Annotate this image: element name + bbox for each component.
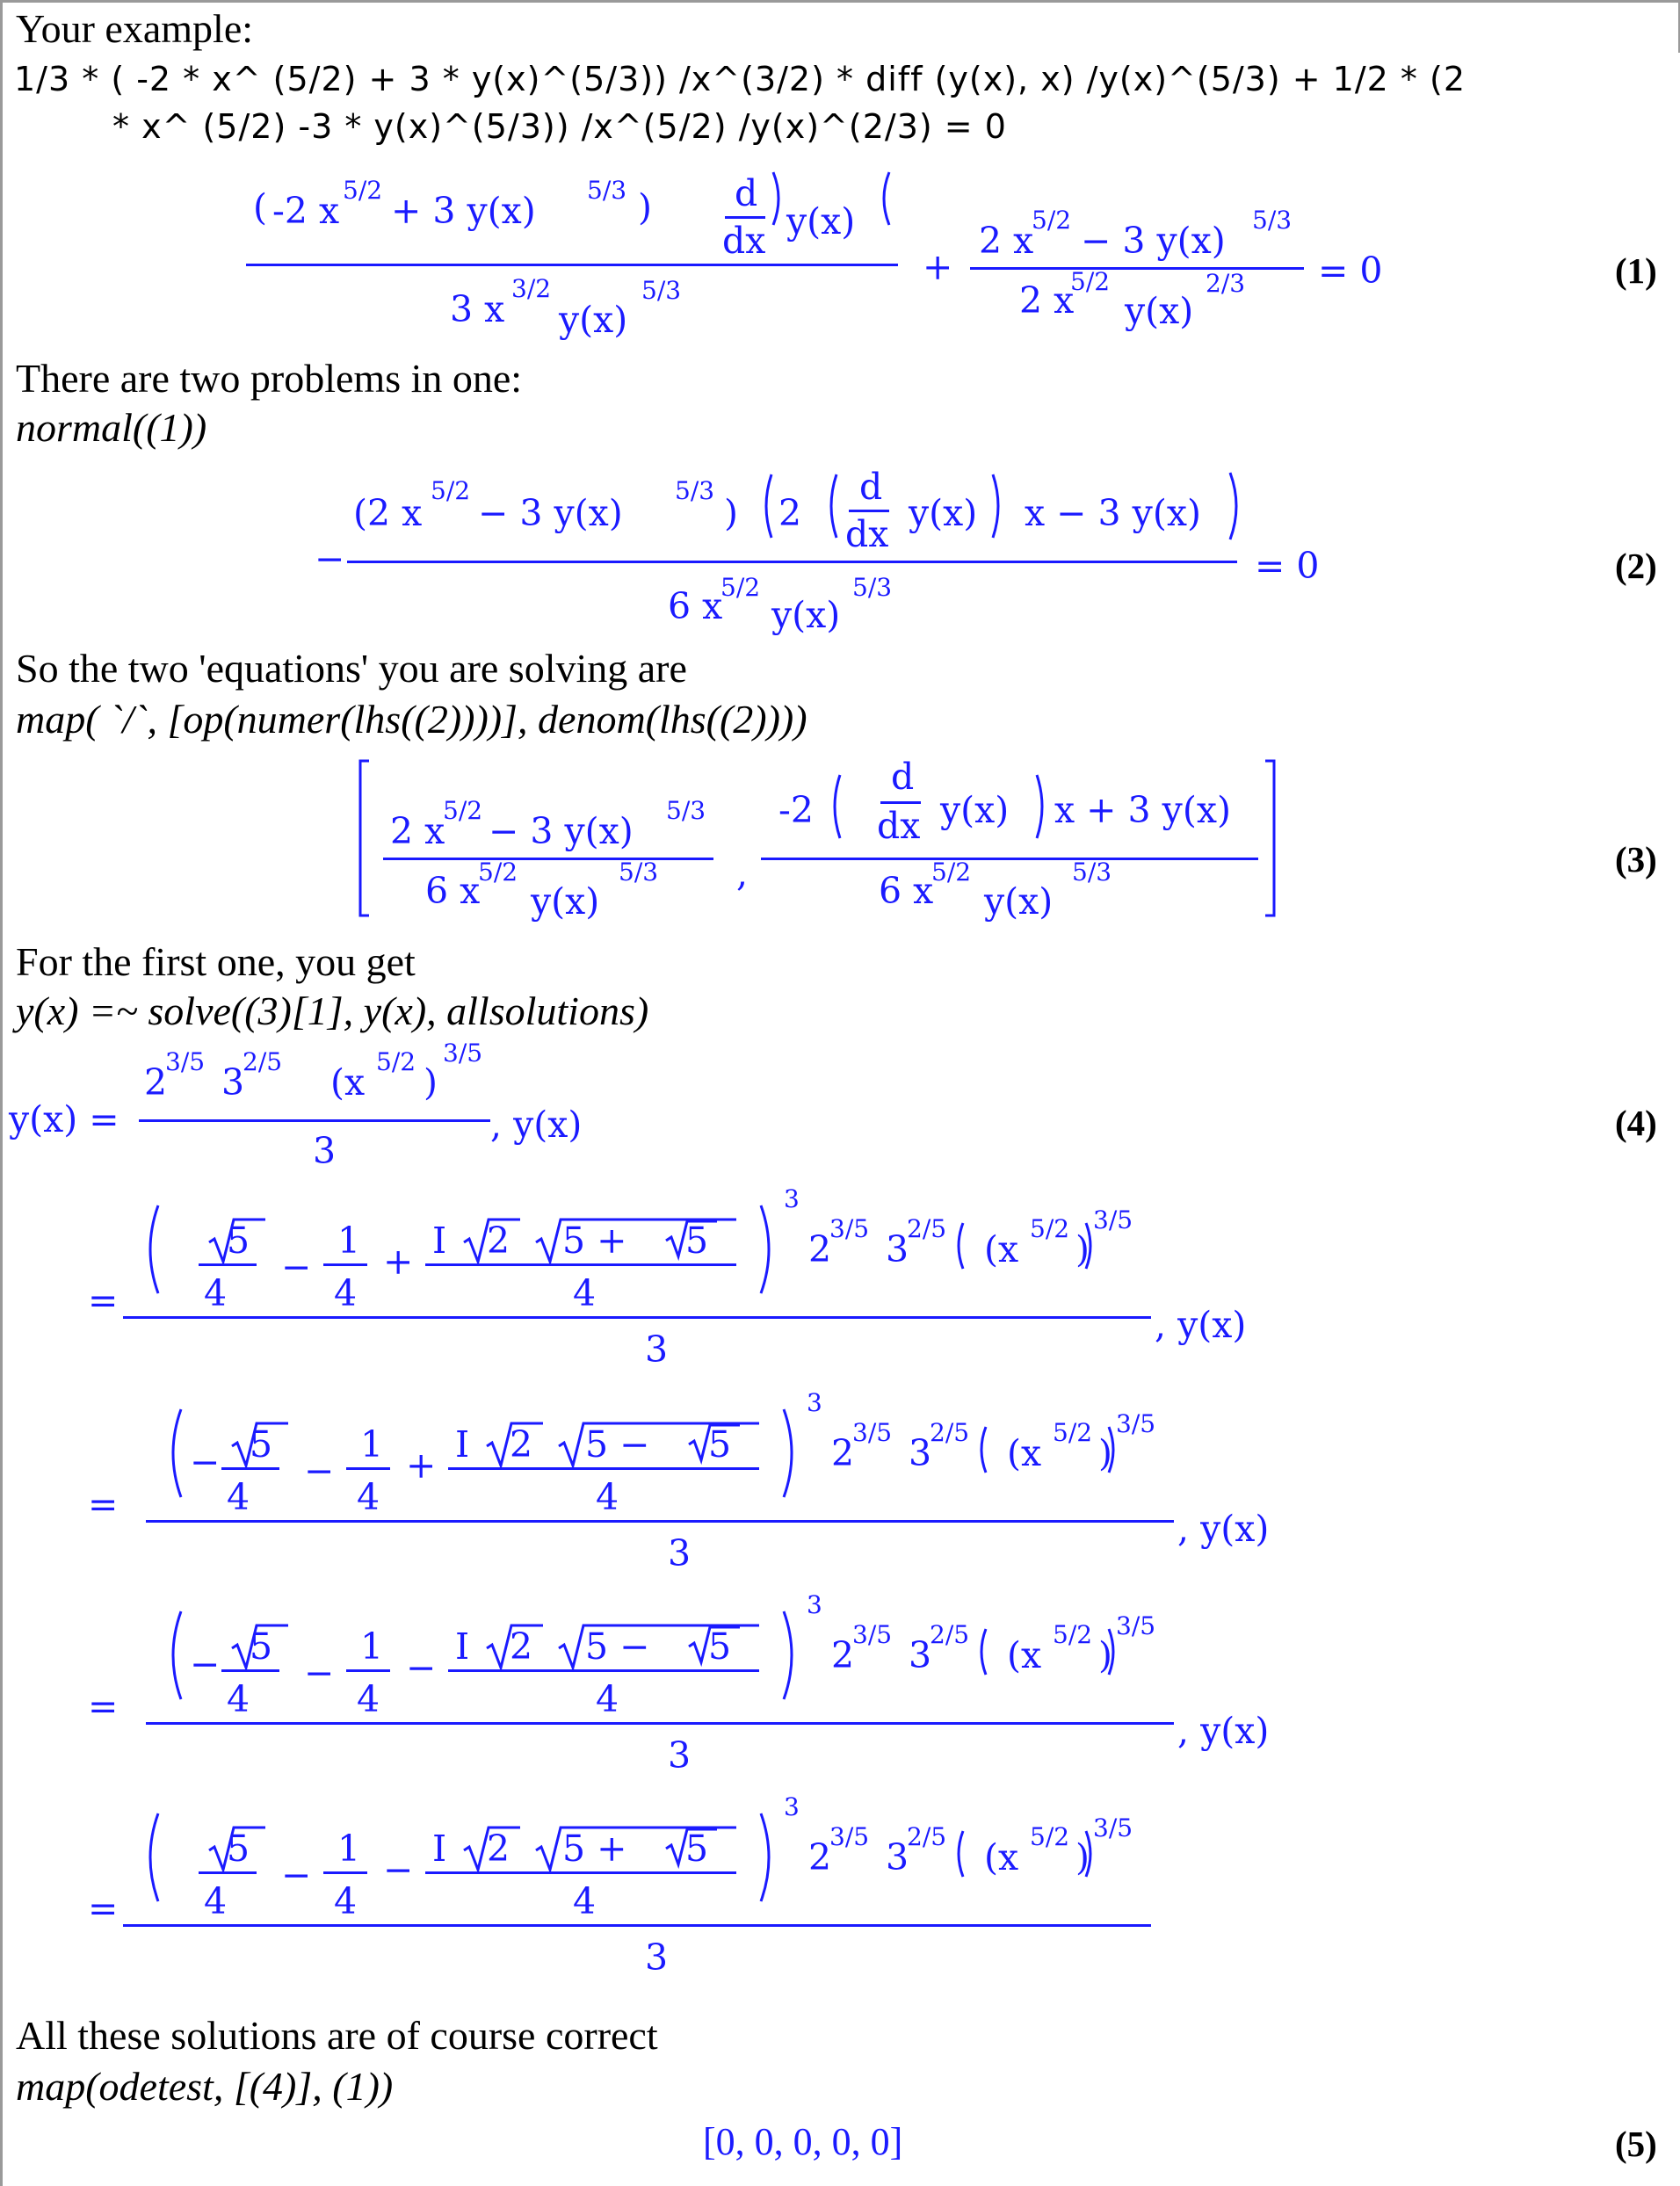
eq2-den-a: 6 x <box>668 585 723 627</box>
eq1-plus: + <box>923 246 953 288</box>
eq4-row-base-3-exp: 2/5 <box>907 1822 947 1851</box>
eq2-tail: x − 3 y(x) <box>1025 492 1201 534</box>
eq4-row-one: 1 <box>360 1625 384 1668</box>
eq4-row-equals: = <box>88 1483 119 1525</box>
eq4-row-equals: = <box>88 1685 119 1727</box>
eq4-row-equals: = <box>88 1279 119 1321</box>
eq3-a-num-b: − 3 y(x) <box>489 810 634 852</box>
eq4-row-base-3: 3 <box>909 1432 932 1474</box>
eq4-row-q1: 4 <box>204 1272 228 1314</box>
eq4-row-base-2: 2 <box>831 1432 855 1474</box>
eq4-row-base-2: 2 <box>808 1228 832 1270</box>
eq4-row-x-close: ) <box>1098 1432 1112 1474</box>
eq1-lparen: ( <box>253 186 267 228</box>
eq4-row-I: I <box>432 1220 447 1262</box>
eq4-row-base-3: 3 <box>886 1836 909 1878</box>
eq4-row-pow: 3 <box>784 1792 800 1821</box>
eq4-row-base-2-exp: 3/5 <box>829 1822 870 1851</box>
eq2-minus: − <box>315 538 345 580</box>
eq4-row-equals: = <box>88 1887 119 1929</box>
eq1-rnum-a: 2 x <box>979 220 1034 262</box>
eq4-row-one: 1 <box>337 1220 361 1262</box>
cmd-solve-allsolutions[interactable]: y(x) =~ solve((3)[1], y(x), allsolutions) <box>16 988 649 1033</box>
eq4-row-x-exp: 5/2 <box>1053 1418 1093 1447</box>
eq4-row-x-close: ) <box>1075 1228 1090 1270</box>
eq4-x: (x <box>330 1061 366 1104</box>
eq3-b-num: -2 <box>778 789 814 831</box>
eq2-label: (2) <box>1615 546 1657 586</box>
eq1-num-a-exp: 5/2 <box>343 176 383 205</box>
eq4-row-inner: 5 + <box>562 1220 627 1262</box>
eq4-row-q1: 4 <box>227 1476 250 1518</box>
cmd-odetest[interactable]: map(odetest, [(4)], (1)) <box>16 2064 394 2109</box>
eq4-row-den3: 3 <box>645 1936 669 1979</box>
eq4-row-inner-sqrt5: 5 <box>685 1828 709 1870</box>
eq4-row-sqrt2: 2 <box>510 1625 533 1668</box>
eq4-row-inner-sqrt5: 5 <box>685 1220 709 1262</box>
eq4-row-inner-sqrt5: 5 <box>708 1423 732 1466</box>
eq4-row-q3: 4 <box>573 1880 597 1922</box>
eq3-a-num-b-exp: 5/3 <box>666 796 706 825</box>
eq4-label: (4) <box>1615 1103 1657 1143</box>
eq4-base-2: 2 <box>144 1061 168 1104</box>
eq4-row-base-2: 2 <box>808 1836 832 1878</box>
eq1-rden-b: y(x) <box>1125 290 1194 332</box>
prompt-first-one: For the first one, you get <box>16 939 416 984</box>
eq4-row-one: 1 <box>360 1423 384 1466</box>
eq4-base-3-exp: 2/5 <box>243 1047 283 1076</box>
eq4-row-one: 1 <box>337 1828 361 1870</box>
eq3-b-den-b-exp: 5/3 <box>1072 858 1112 887</box>
eq4-den-3: 3 <box>313 1130 337 1172</box>
eq4-row-sqrt2: 2 <box>510 1423 533 1466</box>
eq1-rnum-b: − 3 y(x) <box>1081 220 1226 262</box>
eq3-a-num-a: 2 x <box>390 810 445 852</box>
eq2-d: d <box>859 466 883 508</box>
eq1-den-a: 3 x <box>450 288 505 330</box>
eq4-row-outer-exp: 3/5 <box>1116 1611 1156 1640</box>
eq4-row-den3: 3 <box>668 1532 692 1574</box>
prompt-all-correct: All these solutions are of course correct <box>16 2013 658 2058</box>
eq1-rnum-b-exp: 5/3 <box>1252 206 1293 235</box>
eq4-row-minus: − <box>281 1854 312 1896</box>
eq1-equals-zero: = 0 <box>1318 250 1383 292</box>
eq2-equals-zero: = 0 <box>1255 545 1320 587</box>
eq4-row-sqrt2: 2 <box>487 1220 511 1262</box>
eq3-a-den-b-exp: 5/3 <box>619 858 659 887</box>
eq4-outer-exp: 3/5 <box>443 1039 483 1068</box>
eq1-yx: y(x) <box>786 200 856 242</box>
eq4-base-3: 3 <box>221 1061 245 1104</box>
eq1-rparen: ) <box>638 186 652 228</box>
eq4-row-q3: 4 <box>573 1272 597 1314</box>
eq4-row-q2: 4 <box>334 1880 358 1922</box>
eq4-row-sqrt5: 5 <box>250 1423 273 1466</box>
eq2-num-b: − 3 y(x) <box>478 492 623 534</box>
eq3-comma: , <box>736 852 749 894</box>
eq4-row-q1: 4 <box>204 1880 228 1922</box>
eq4-row-base-3-exp: 2/5 <box>930 1418 970 1447</box>
input-line-1-cont[interactable]: * x^ (5/2) -3 * y(x)^(5/3)) /x^(5/2) /y(x)^(2/3) = 0 <box>112 107 1007 146</box>
eq4-row-outer-exp: 3/5 <box>1116 1409 1156 1438</box>
input-line-1[interactable]: 1/3 * ( -2 * x^ (5/2) + 3 * y(x)^(5/3)) /x^(3/2) * diff (y(x), x) /y(x)^(5/3) + 1/2 * (2 <box>14 60 1466 98</box>
eq4-row-x: (x <box>1007 1432 1042 1474</box>
eq4-row-inner: 5 − <box>585 1625 650 1668</box>
eq4-row-inner-sqrt5: 5 <box>708 1625 732 1668</box>
eq4-row-base-3-exp: 2/5 <box>907 1214 947 1243</box>
eq3-label: (3) <box>1615 839 1657 879</box>
eq4-row-q3: 4 <box>596 1678 619 1720</box>
eq3-a-den-a: 6 x <box>425 870 481 912</box>
eq1-num-b: + 3 y(x) <box>391 190 536 232</box>
eq4-row-minus: − <box>304 1652 335 1694</box>
eq4-row-base-2: 2 <box>831 1634 855 1676</box>
eq4-row-op: − <box>383 1849 414 1891</box>
eq4-lhs: y(x) = <box>9 1098 119 1140</box>
eq1-den-b: y(x) <box>559 299 628 341</box>
eq4-row-x-close: ) <box>1098 1634 1112 1676</box>
eq4-row-base-2-exp: 3/5 <box>829 1214 870 1243</box>
eq1-den-a-exp: 3/2 <box>511 274 552 303</box>
eq2-num-a-exp: 5/2 <box>431 476 471 505</box>
eq1-rnum-a-exp: 5/2 <box>1032 206 1072 235</box>
eq1-den-b-exp: 5/3 <box>641 276 682 305</box>
eq4-row-x: (x <box>984 1836 1019 1878</box>
eq4-row-q2: 4 <box>334 1272 358 1314</box>
eq1-rden-a-exp: 5/2 <box>1070 267 1111 296</box>
eq5-label: (5) <box>1615 2124 1657 2164</box>
eq4-row-base-2-exp: 3/5 <box>852 1620 893 1649</box>
eq2-dx: dx <box>845 513 889 555</box>
eq2-two: 2 <box>778 492 802 534</box>
cmd-normal[interactable]: normal((1)) <box>16 405 207 450</box>
eq4-row-minus: − <box>304 1450 335 1492</box>
eq4-x-exp: 5/2 <box>376 1047 416 1076</box>
eq4-row-x-exp: 5/2 <box>1030 1214 1070 1243</box>
eq1-rden-b-exp: 2/3 <box>1206 269 1246 298</box>
eq4-base-2-exp: 3/5 <box>165 1047 206 1076</box>
eq4-row-outer-exp: 3/5 <box>1093 1205 1133 1234</box>
eq4-row-x-close: ) <box>1075 1836 1090 1878</box>
eq2-yx: y(x) <box>909 492 978 534</box>
eq4-row-tail: , y(x) <box>1177 1710 1270 1752</box>
eq4-row-base-3-exp: 2/5 <box>930 1620 970 1649</box>
eq4-row-den3: 3 <box>645 1328 669 1371</box>
eq2-num-a: (2 x <box>353 492 423 534</box>
eq4-row-I: I <box>455 1625 470 1668</box>
eq4-row-q1: 4 <box>227 1678 250 1720</box>
eq4-row-x: (x <box>984 1228 1019 1270</box>
eq4-row-leading-sign: − <box>190 1643 221 1685</box>
eq4-row-sqrt5: 5 <box>227 1220 250 1262</box>
prompt-two-problems: There are two problems in one: <box>16 356 523 401</box>
eq4-row-pow: 3 <box>784 1184 800 1213</box>
eq4-row-base-2-exp: 3/5 <box>852 1418 893 1447</box>
eq1-dx: dx <box>722 220 766 262</box>
eq4-row-outer-exp: 3/5 <box>1093 1813 1133 1842</box>
eq3-b-den-b: y(x) <box>984 880 1054 923</box>
eq4-row-x-exp: 5/2 <box>1030 1822 1070 1851</box>
eq4-row-minus: − <box>281 1246 312 1288</box>
eq4-row-q2: 4 <box>357 1476 380 1518</box>
eq4-row-inner: 5 − <box>585 1423 650 1466</box>
eq1-num-b-exp: 5/3 <box>587 176 627 205</box>
eq3-b-d: d <box>891 756 915 798</box>
eq4-first-yx: , y(x) <box>490 1104 583 1146</box>
eq2-den-b-exp: 5/3 <box>852 573 893 602</box>
eq1-rden-a: 2 x <box>1019 279 1075 322</box>
eq2-num-c: ) <box>724 492 738 534</box>
eq1-num-a: -2 x <box>272 190 340 232</box>
eq4-row-x: (x <box>1007 1634 1042 1676</box>
eq1-d: d <box>735 172 758 214</box>
eq3-b-tail: x + 3 y(x) <box>1054 789 1231 831</box>
eq4-row-I: I <box>432 1828 447 1870</box>
eq3-b-den-a: 6 x <box>879 870 934 912</box>
eq2-den-b: y(x) <box>771 594 841 636</box>
eq4-row-q3: 4 <box>596 1476 619 1518</box>
eq4-row-den3: 3 <box>668 1734 692 1777</box>
eq4-row-sqrt5: 5 <box>227 1828 250 1870</box>
eq1-label: (1) <box>1615 250 1657 291</box>
eq4-row-tail: , y(x) <box>1155 1304 1247 1346</box>
cmd-map-numer-denom[interactable]: map( `/`, [op(numer(lhs((2))))], denom(lhs((2)))) <box>16 697 807 742</box>
eq4-row-pow: 3 <box>807 1590 822 1619</box>
eq4-row-op: + <box>406 1444 437 1487</box>
eq4-row-inner: 5 + <box>562 1828 627 1870</box>
eq4-row-I: I <box>455 1423 470 1466</box>
eq4-row-base-3: 3 <box>909 1634 932 1676</box>
eq4-row-base-3: 3 <box>886 1228 909 1270</box>
eq4-row-sqrt5: 5 <box>250 1625 273 1668</box>
eq3-a-den-a-exp: 5/2 <box>478 858 518 887</box>
eq4-row-op: + <box>383 1241 414 1283</box>
eq4-row-leading-sign: − <box>190 1441 221 1483</box>
eq2-num-b-exp: 5/3 <box>675 476 715 505</box>
eq3-a-num-a-exp: 5/2 <box>443 796 483 825</box>
eq5-result: [0, 0, 0, 0, 0] <box>703 2120 903 2163</box>
eq3-b-yx: y(x) <box>940 789 1010 831</box>
eq4-row-sqrt2: 2 <box>487 1828 511 1870</box>
eq4-row-tail: , y(x) <box>1177 1508 1270 1550</box>
eq3-a-den-b: y(x) <box>531 880 600 923</box>
prompt-your-example: Your example: <box>16 6 254 51</box>
eq4-row-op: − <box>406 1647 437 1689</box>
prompt-two-equations: So the two 'equations' you are solving are <box>16 646 687 691</box>
eq3-b-den-a-exp: 5/2 <box>931 858 972 887</box>
eq4-x-close: ) <box>424 1061 438 1104</box>
eq4-row-x-exp: 5/2 <box>1053 1620 1093 1649</box>
eq4-row-pow: 3 <box>807 1388 822 1417</box>
eq2-den-a-exp: 5/2 <box>721 573 761 602</box>
eq4-row-q2: 4 <box>357 1678 380 1720</box>
eq3-b-dx: dx <box>877 805 921 847</box>
